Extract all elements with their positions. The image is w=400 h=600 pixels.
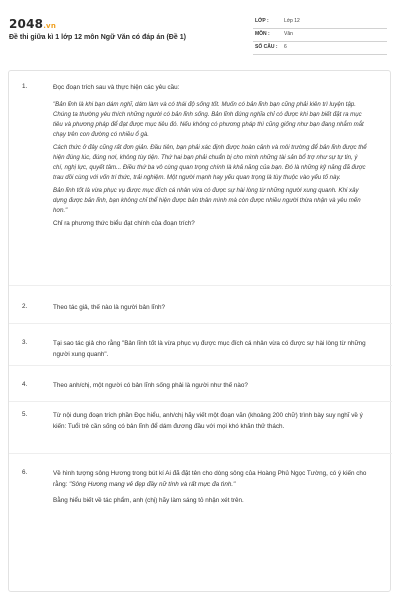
meta-row-class <box>253 16 387 29</box>
passage-paragraph: "Bản lĩnh là khi bạn dám nghĩ, dám làm và có thái độ sống tốt. Muốn có bản lĩnh bạn cũng phải kiên trì luyện tập. Chúng ta thường yêu thích những người có bản lĩnh sống. Bản lĩnh đúng nghĩa chỉ có được khi bạn biết đặt ra mục tiêu và phương pháp để đạt được mục tiêu đó. Nếu không có phương pháp thì cũng giống như bạn đang nhắm mắt chạy trên con đường có nhiều ổ gà. <box>53 100 364 138</box>
question-divider <box>9 401 392 402</box>
question-divider <box>9 323 392 324</box>
page-header <box>0 0 400 64</box>
prompt-lead: Về hình tượng sông Hương trong bút kí Ai đã đặt tên cho dòng sông của Hoàng Phủ Ngọc Tường, có ý kiến cho rằng: <box>53 470 367 488</box>
question-subprompt: Chỉ ra phương thức biểu đạt chính của đoạn trích? <box>53 219 195 227</box>
question-prompt <box>53 469 368 490</box>
question-number: 6. <box>22 469 28 476</box>
question-number: 1. <box>22 83 28 90</box>
exam-meta-table <box>253 16 387 55</box>
passage-paragraph: Bản lĩnh tốt là vừa phục vụ được mục đích cá nhân vừa có được sự hài lòng từ những người xung quanh. Khi xây dựng được bản lĩnh, bạn không chỉ thể hiện được bản thân mình mà còn được nhiều người thừa nhận và yêu mến hơn." <box>53 186 361 214</box>
meta-row-subject <box>253 29 387 42</box>
question-divider <box>9 453 392 454</box>
meta-value: Văn <box>284 31 293 37</box>
question-prompt: Đọc đoạn trích sau và thực hiện các yêu cầu: <box>53 84 180 91</box>
meta-value: Lớp 12 <box>284 18 300 24</box>
reading-passage <box>53 100 368 216</box>
question-number: 5. <box>22 411 28 418</box>
question-prompt: Theo tác giả, thế nào là người bản lĩnh? <box>53 304 165 311</box>
meta-label: SỐ CÂU : <box>255 44 278 50</box>
question-divider <box>9 285 392 286</box>
site-logo[interactable]: 2048.vn <box>9 17 57 31</box>
question-subprompt: Bằng hiểu biết về tác phẩm, anh (chị) hãy làm sáng tỏ nhận xét trên. <box>53 497 244 504</box>
question-prompt: Theo anh/chị, một người có bản lĩnh sống phải là người như thế nào? <box>53 382 248 389</box>
prompt-quote: "Sông Hương mang vẻ đẹp đầy nữ tính và rất mực đa tình." <box>69 480 236 488</box>
meta-label: MÔN : <box>255 31 270 37</box>
question-number: 2. <box>22 303 28 310</box>
meta-label: LỚP : <box>255 18 269 24</box>
question-prompt: Tại sao tác giả cho rằng "Bản lĩnh tốt là vừa phục vụ được mục đích cá nhân vừa có được sự hài lòng từ những người xung quanh". <box>53 340 366 358</box>
exam-title: Đề thi giữa kì 1 lớp 12 môn Ngữ Văn có đáp án (Đề 1) <box>9 34 186 41</box>
question-divider <box>9 365 392 366</box>
passage-paragraph: Cách thức ở đây cũng rất đơn giản. Đầu tiên, bạn phải xác định được hoàn cảnh và môi trường để bản lĩnh được thể hiện đúng lúc, đúng nơi, không tùy tiện. Thứ hai bạn phải chuẩn bị cho mình những tài sản bổ trợ như sự tự tin, ý chí, nghị lực, quyết tâm... Điều thứ ba vô cùng quan trọng chính là khả năng của bạn. Đó là những kỹ năng đã được trau dồi cùng với vốn tri thức, trải nghiệm. Một người mạnh hay yếu quan trọng là tùy thuộc vào yếu tố này. <box>53 143 367 181</box>
question-prompt: Từ nội dung đoạn trích phần Đọc hiểu, anh/chị hãy viết một đoạn văn (khoảng 200 chữ) trình bày suy nghĩ về ý kiến: Tuổi trẻ cần sống có bản lĩnh để dám đương đầu với mọi khó khăn thử thách. <box>53 412 363 430</box>
meta-value: 6 <box>284 44 287 50</box>
question-number: 4. <box>22 381 28 388</box>
question-sheet <box>8 70 391 592</box>
question-number: 3. <box>22 339 28 346</box>
meta-row-question-count <box>253 42 387 55</box>
